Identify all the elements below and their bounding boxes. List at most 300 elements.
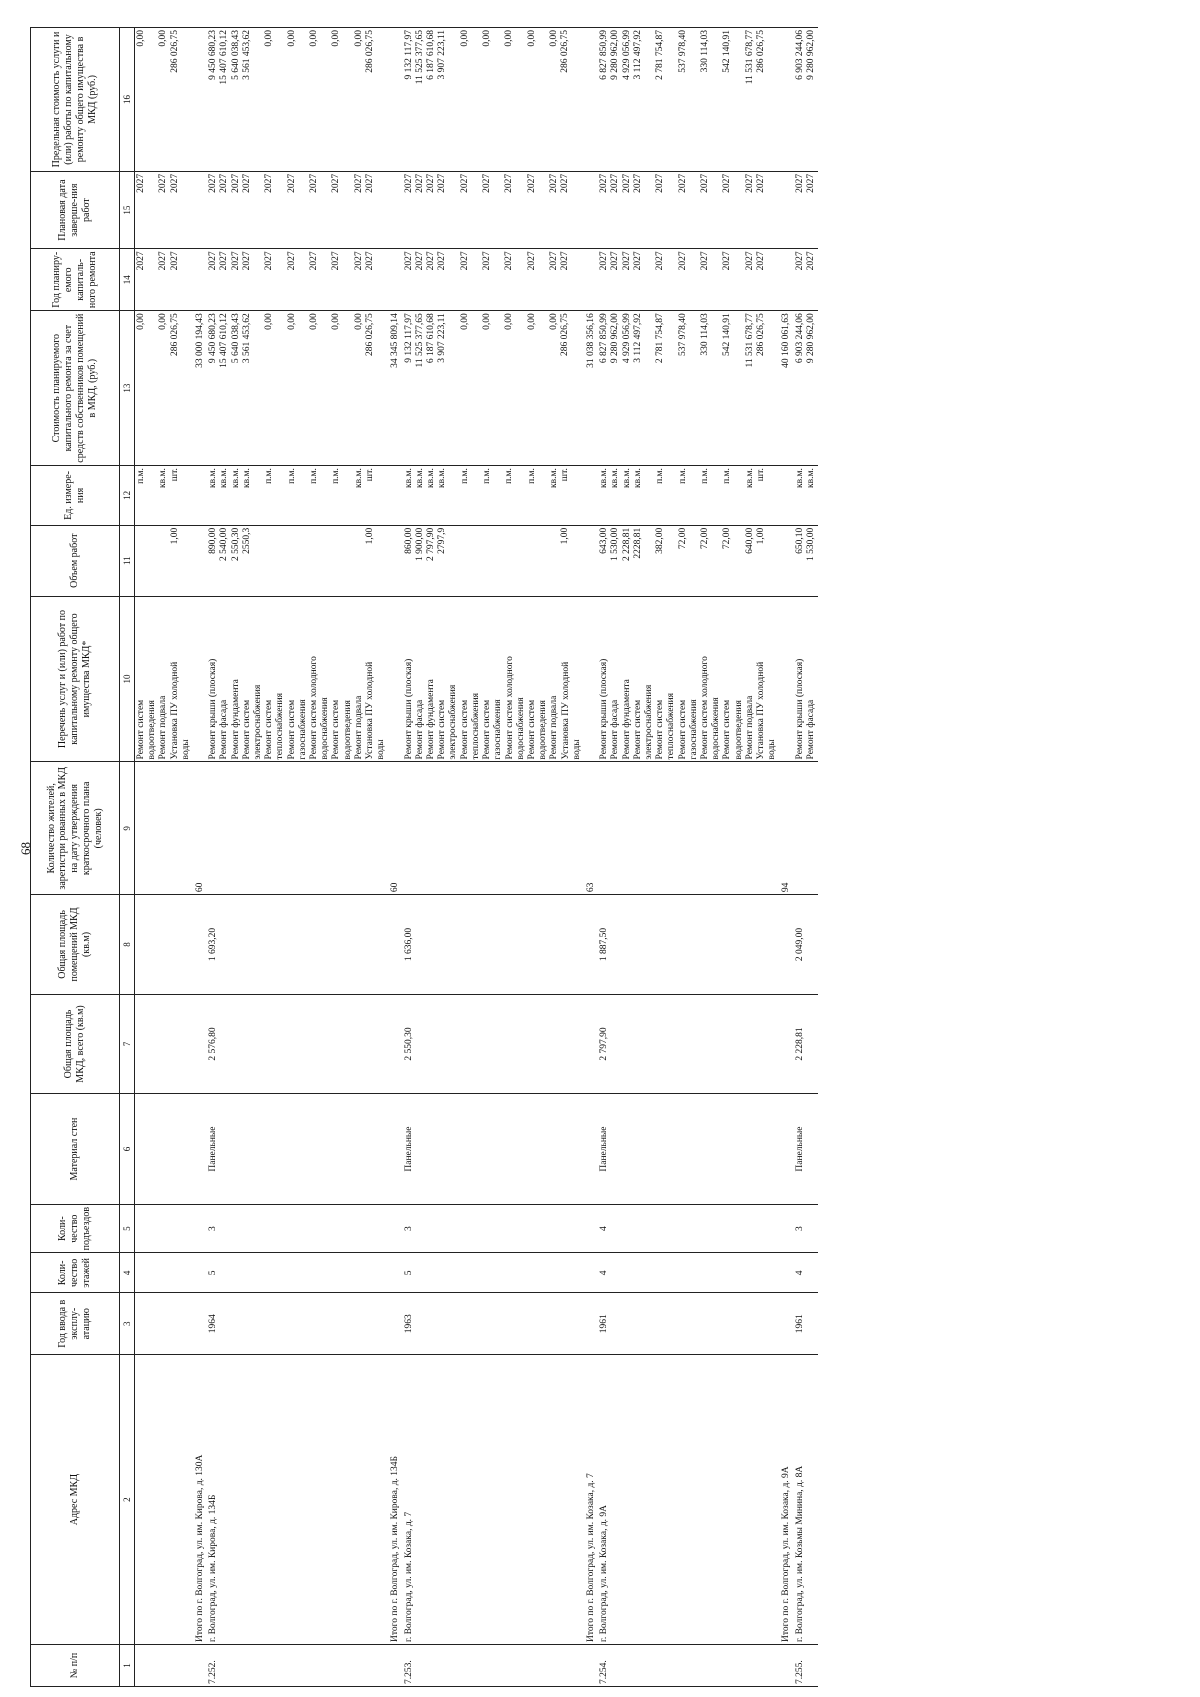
work-volume: 2 540,00 [219,527,230,562]
work-unit [767,468,778,523]
work-cost [767,313,778,463]
building-row [403,28,584,1687]
work-date [644,174,655,246]
work-item: Установка ПУ холодной [560,661,571,760]
header-cell: Стоимость планируемого капитального ремонта за счет средств собственников помещений в МКД, (руб.) [31,311,120,466]
residents-count: 60 [390,882,401,893]
table-cell [598,466,779,526]
work-year: 2027 [364,251,375,271]
table-cell [598,596,779,762]
table-cell [388,1253,402,1293]
work-volume [253,528,264,594]
work-cost: 0,00 [459,313,470,330]
work-cost [147,313,158,463]
work-date [320,174,331,246]
work-date [666,174,677,246]
table-cell [779,466,793,526]
work-cost: 11 531 678,77 [744,313,755,368]
work-limit: 9 280 962,00 [610,30,621,80]
work-date: 2027 [414,173,425,193]
work-volume [287,528,298,594]
work-unit [572,468,583,523]
work-limit: 286 026,75 [364,30,375,73]
work-year [448,251,459,308]
work-item: воды [767,739,778,760]
wall-material: Панельные [208,1126,219,1172]
table-cell [598,895,779,995]
work-year: 2027 [549,251,560,271]
table-cell [207,762,388,895]
work-limit [320,30,331,169]
work-limit: 3 561 453,62 [241,30,252,80]
table-cell [135,762,194,895]
area-rooms: 1 636,00 [403,927,414,962]
work-volume: 2 550,30 [230,527,241,562]
work-year: 2027 [230,251,241,271]
work-limit: 6 903 244,06 [794,30,805,80]
header-cell: Ед. измере-ния [31,466,120,526]
work-volume: 382,00 [655,527,666,554]
work-cost: 5 640 038,43 [230,313,241,364]
floors-count: 4 [599,1270,610,1276]
work-volume [181,528,192,594]
table-cell [135,171,194,248]
work-date: 2027 [560,173,571,193]
work-unit: кв.м. [208,468,219,488]
work-item: электроснабжения [643,684,654,760]
work-year: 2027 [677,251,688,271]
work-volume [331,528,342,594]
work-volume [538,528,549,594]
work-date: 2027 [136,173,146,193]
work-unit [711,468,722,523]
work-item: водоотведения [733,700,744,760]
table-cell [135,596,194,762]
work-year: 2027 [805,251,816,271]
table-cell [584,1094,598,1205]
work-cost [711,313,722,463]
work-year: 2027 [794,251,805,271]
work-cost: 0,00 [482,313,493,330]
table-cell [388,1293,402,1355]
header-cell: Плановая дата заверше-ния работ [31,171,120,248]
work-volume [136,528,147,594]
column-number: 14 [120,249,135,311]
table-cell [207,466,388,526]
work-date: 2027 [755,173,766,193]
work-unit: кв.м. [403,468,414,488]
work-limit: 9 280 962,00 [805,30,816,80]
column-number: 12 [120,466,135,526]
column-number: 11 [120,525,135,596]
table-cell [207,1644,388,1686]
work-unit: кв.м. [805,468,816,488]
work-item: теплоснабжения [470,692,481,760]
entrances-count: 4 [599,1226,610,1232]
work-unit: шт. [755,468,766,482]
work-volume: 72,00 [699,527,710,550]
work-unit [275,468,286,523]
work-unit [471,468,482,523]
work-unit [147,468,158,523]
work-unit [644,468,655,523]
work-date: 2027 [482,173,493,193]
total-row [193,28,207,1687]
work-item: водоотведения [538,700,549,760]
work-cost [689,313,700,463]
table-cell [388,171,402,248]
work-date: 2027 [208,173,219,193]
table-cell [403,762,584,895]
work-unit: шт. [364,468,375,482]
work-year: 2027 [610,251,621,271]
table-cell [193,895,207,995]
work-limit: 542 140,91 [722,30,733,73]
table-cell [598,525,779,596]
work-volume [516,528,527,594]
header-cell: Общая площадь МКД, всего (кв.м) [31,994,120,1094]
work-unit: п.м. [677,468,688,484]
table-cell [779,311,793,466]
work-cost [666,313,677,463]
building-row [794,28,818,1687]
table-cell [794,466,818,526]
table-cell [388,311,402,466]
work-volume: 1,00 [364,527,375,545]
work-unit: п.м. [504,468,515,484]
residents-count: 94 [781,882,792,893]
work-item: газоснабжения [688,699,699,760]
work-item: Ремонт систем [722,699,733,760]
work-item: Ремонт подвала [549,695,560,760]
table-cell [598,1094,779,1205]
table-cell [193,171,207,248]
work-item: Ремонт систем холодного [699,656,710,760]
work-cost: 0,00 [309,313,319,330]
work-item: Ремонт систем [136,699,146,760]
wall-material: Панельные [403,1126,414,1172]
table-cell [388,1355,402,1645]
work-item: водоснабжения [320,697,331,760]
work-volume: 890,00 [208,527,219,554]
total-cost: 34 345 809,14 [390,313,401,368]
column-number: 13 [120,311,135,466]
capital-repair-table [30,27,818,1687]
work-cost: 0,00 [504,313,515,330]
work-unit [320,468,331,523]
work-date: 2027 [504,173,515,193]
work-item: Ремонт систем [459,699,470,760]
work-date [493,174,504,246]
work-limit: 0,00 [549,30,560,47]
work-year [572,251,583,308]
work-date [538,174,549,246]
work-year: 2027 [437,251,448,271]
build-year: 1961 [599,1314,610,1334]
row-number: 7.255. [794,1660,805,1684]
total-row [779,28,793,1687]
table-cell [135,311,194,466]
area-total: 2 228,81 [794,1027,805,1061]
work-item: Ремонт крыши (плоская) [208,658,219,760]
work-item: водоснабжения [711,697,722,760]
work-date [343,174,354,246]
work-year: 2027 [286,251,297,271]
work-year: 2027 [403,251,414,271]
total-cost: 40 160 061,63 [781,313,792,368]
table-cell [135,1204,194,1253]
work-unit: шт. [169,468,180,482]
work-limit [275,30,286,169]
residents-count: 63 [585,882,596,893]
work-limit: 15 407 610,12 [219,30,230,85]
table-cell [584,28,598,172]
work-cost: 3 561 453,62 [241,313,252,364]
table-cell [207,1253,388,1293]
work-year: 2027 [755,251,766,271]
work-cost [538,313,549,463]
work-year: 2027 [241,251,252,271]
work-limit: 0,00 [264,30,275,47]
work-date: 2027 [241,173,252,193]
table-cell [584,1293,598,1355]
work-volume [734,528,745,594]
work-year: 2027 [353,251,364,271]
entrances-count: 3 [794,1226,805,1232]
work-limit: 286 026,75 [169,30,180,73]
work-cost [448,313,459,463]
table-cell [388,1094,402,1205]
work-volume: 1,00 [755,527,766,545]
work-cost: 11 525 377,65 [414,313,425,368]
work-item: Ремонт подвала [744,695,755,760]
work-cost [320,313,331,463]
work-date: 2027 [353,173,364,193]
work-cost [181,313,192,463]
work-volume [448,528,459,594]
work-year [343,251,354,308]
table-cell [584,762,598,895]
column-number: 5 [120,1204,135,1253]
table-cell [207,596,388,762]
work-unit: п.м. [136,468,146,484]
table-cell [207,1355,388,1645]
column-number: 6 [120,1094,135,1205]
row-number: 7.252. [208,1660,219,1684]
table-cell [135,28,194,172]
work-limit [711,30,722,169]
work-date: 2027 [610,173,621,193]
work-limit: 6 187 610,68 [426,30,437,80]
building-row [598,28,779,1687]
work-item: водоотведения [342,700,353,760]
table-cell [584,525,598,596]
work-date: 2027 [426,173,437,193]
header-cell: Коли-чество подъездов [31,1204,120,1253]
table-cell [794,28,818,172]
table-cell [779,1644,793,1686]
work-unit: кв.м. [599,468,610,488]
work-volume: 640,00 [744,527,755,554]
work-cost: 286 026,75 [364,313,375,356]
work-volume: 643,00 [599,527,610,554]
work-year [711,251,722,308]
building-row [207,28,388,1687]
work-year: 2027 [414,251,425,271]
table-cell [598,994,779,1094]
floors-count: 5 [208,1270,219,1276]
table-cell [794,994,818,1094]
work-volume [689,528,700,594]
work-item: Ремонт фасада [805,699,816,760]
table-cell [779,28,793,172]
work-unit [734,468,745,523]
work-date: 2027 [403,173,414,193]
work-limit [471,30,482,169]
work-limit: 330 114,03 [699,30,710,73]
page-number: 68 [18,842,33,855]
work-date: 2027 [286,173,297,193]
work-limit: 286 026,75 [560,30,571,73]
work-cost [516,313,527,463]
carry-over-row [135,28,194,1687]
work-volume [275,528,286,594]
work-item: Ремонт фасада [219,699,230,760]
building-address: г. Волгоград, ул. им. Козака, д. 7 [403,1511,414,1642]
table-cell [794,1355,818,1645]
work-volume [309,528,320,594]
table-cell [403,1253,584,1293]
work-date: 2027 [158,173,169,193]
work-volume: 2228,81 [632,527,643,559]
work-unit [343,468,354,523]
work-date [448,174,459,246]
table-cell [388,28,402,172]
work-cost [275,313,286,463]
table-cell [598,762,779,895]
work-cost [298,313,309,463]
work-date: 2027 [744,173,755,193]
column-number-row [120,28,135,1687]
table-body [135,28,818,1687]
work-limit [666,30,677,169]
work-volume [298,528,309,594]
work-unit: кв.м. [794,468,805,488]
work-item: Ремонт систем [437,699,448,760]
table-cell [598,1293,779,1355]
work-year: 2027 [158,251,169,271]
work-limit [147,30,158,169]
table-cell [794,596,818,762]
table-cell [193,994,207,1094]
work-date: 2027 [526,173,537,193]
work-year: 2027 [632,251,643,271]
table-cell [598,171,779,248]
work-item: Ремонт систем [241,699,252,760]
work-year [376,251,387,308]
table-cell [403,994,584,1094]
work-volume: 72,00 [677,527,688,550]
work-year: 2027 [722,251,733,271]
work-year: 2027 [219,251,230,271]
area-rooms: 1 693,20 [208,927,219,962]
building-address: г. Волгоград, ул. им. Кирова, д. 134Б [208,1494,219,1642]
work-volume [493,528,504,594]
table-cell [403,525,584,596]
work-volume [711,528,722,594]
work-item: Ремонт фасада [610,699,621,760]
work-volume [376,528,387,594]
table-cell [135,249,194,311]
work-limit: 0,00 [526,30,537,47]
work-unit: п.м. [286,468,297,484]
work-volume [320,528,331,594]
table-cell [584,1355,598,1645]
work-year: 2027 [621,251,632,271]
work-limit: 3 907 223,11 [437,30,448,80]
table-cell [193,1355,207,1645]
work-date: 2027 [549,173,560,193]
header-cell: Коли-чество этажей [31,1253,120,1293]
work-year [516,251,527,308]
work-limit [767,30,778,169]
work-date [471,174,482,246]
work-unit [376,468,387,523]
table-cell [598,1355,779,1645]
header-row [31,28,120,1687]
table-cell [135,1293,194,1355]
work-date [516,174,527,246]
table-cell [388,1204,402,1253]
work-cost: 0,00 [264,313,275,330]
work-cost: 6 903 244,06 [794,313,805,364]
work-date: 2027 [805,173,816,193]
work-cost: 2 781 754,87 [655,313,666,364]
table-cell [193,762,207,895]
work-item: Установка ПУ холодной [755,661,766,760]
work-item: электроснабжения [448,684,459,760]
work-date: 2027 [364,173,375,193]
work-year: 2027 [208,251,219,271]
work-limit: 4 929 056,99 [621,30,632,80]
work-year [181,251,192,308]
table-cell [403,1293,584,1355]
table-cell [388,525,402,596]
total-label: Итого по г. Волгоград, ул. им. Козака, д. 7 [585,1473,596,1642]
build-year: 1963 [403,1314,414,1334]
table-cell [794,1644,818,1686]
work-item: газоснабжения [493,699,504,760]
work-cost: 0,00 [549,313,560,330]
column-number: 9 [120,762,135,895]
work-year: 2027 [136,251,146,271]
table-cell [388,596,402,762]
table-cell [598,1204,779,1253]
table-cell [584,311,598,466]
header-cell: № п/п [31,1644,120,1686]
building-address: г. Волгоград, ул. им. Козьмы Минина, д. 8А [794,1465,805,1642]
work-unit: п.м. [482,468,493,484]
work-date [253,174,264,246]
work-unit [253,468,264,523]
work-cost: 0,00 [158,313,169,330]
work-cost [343,313,354,463]
work-unit: п.м. [655,468,666,484]
work-unit: кв.м. [621,468,632,488]
work-limit [493,30,504,169]
work-date: 2027 [677,173,688,193]
work-date [711,174,722,246]
